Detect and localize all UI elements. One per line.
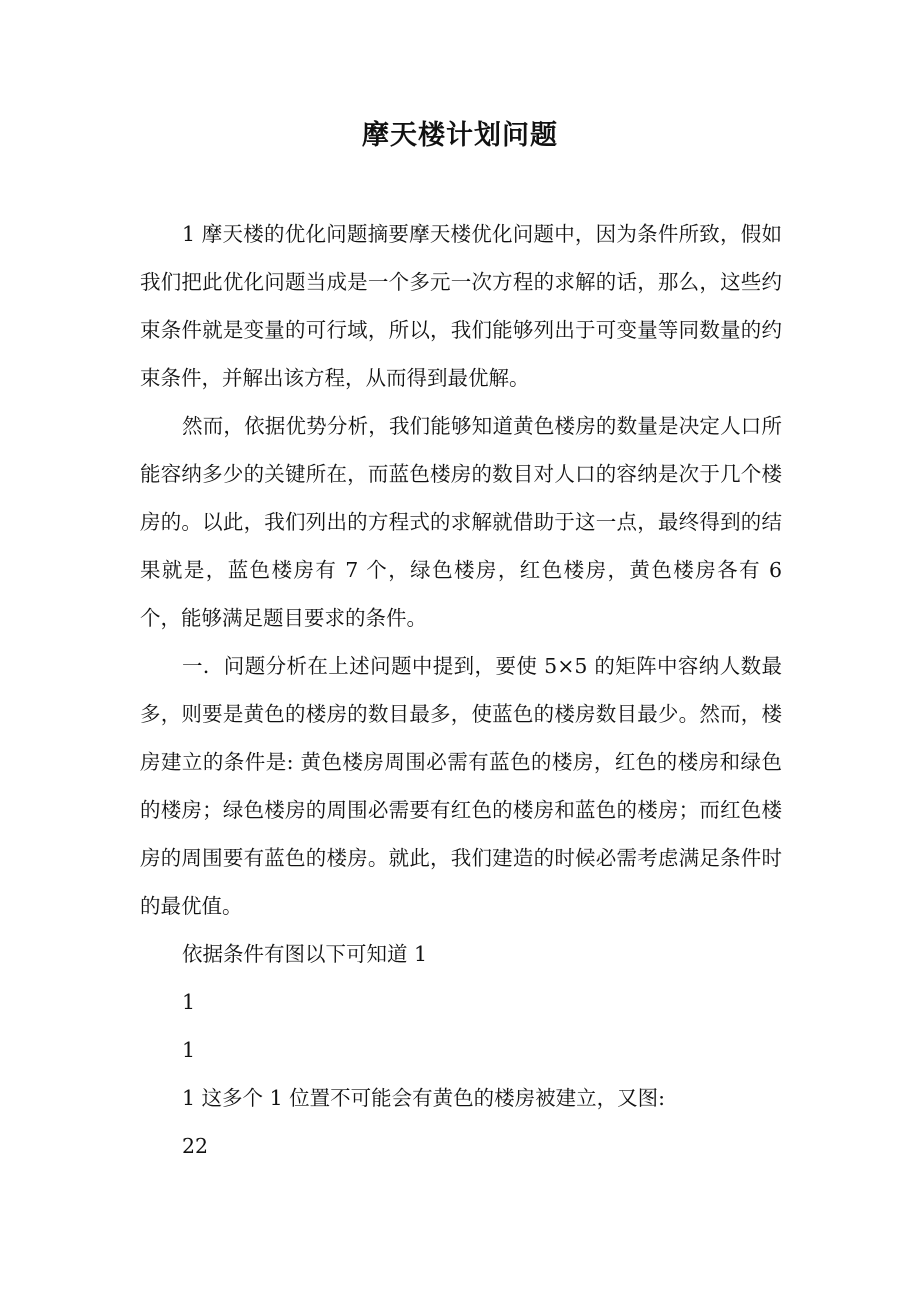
paragraph-abstract: 1 摩天楼的优化问题摘要摩天楼优化问题中，因为条件所致，假如我们把此优化问题当成是一个多元一次方程的求解的话，那么，这些约束条件就是变量的可行域，所以，我们能够列出于可变量等同数量的约束条件，并解出该方程，从而得到最优解。 <box>140 222 782 390</box>
paragraph-figure-value: 1 <box>182 1038 196 1062</box>
document-body <box>140 210 782 1170</box>
paragraph-figure-note: 1 这多个 1 位置不可能会有黄色的楼房被建立，又图: <box>182 1086 666 1110</box>
document-title: 摩天楼计划问题 <box>362 120 558 151</box>
paragraph-analysis: 然而，依据优势分析，我们能够知道黄色楼房的数量是决定人口所能容纳多少的关键所在，而蓝色楼房的数目对人口的容纳是次于几个楼房的。以此，我们列出的方程式的求解就借助于这一点，最终得到的结果就是，蓝色楼房有 7 个，绿色楼房，红色楼房，黄色楼房各有 6 个，能够满足题目要求的条件。 <box>140 414 782 630</box>
paragraph-figure-value: 22 <box>182 1134 209 1158</box>
paragraph-figure-value: 1 <box>182 990 196 1014</box>
paragraph-condition-figure: 依据条件有图以下可知道 1 <box>182 942 428 966</box>
paragraph-problem-analysis: 一．问题分析在上述问题中提到，要使 5×5 的矩阵中容纳人数最多，则要是黄色的楼房的数目最多，使蓝色的楼房数目最少。然而，楼房建立的条件是: 黄色楼房周围必需有蓝色的楼房，红色的楼房和绿色的楼房；绿色楼房的周围必需要有红色的楼房和蓝色的楼房；而红色楼房的周围要有蓝色的楼房。就此，我们建造的时候必需考虑满足条件时的最优值。 <box>140 654 782 918</box>
